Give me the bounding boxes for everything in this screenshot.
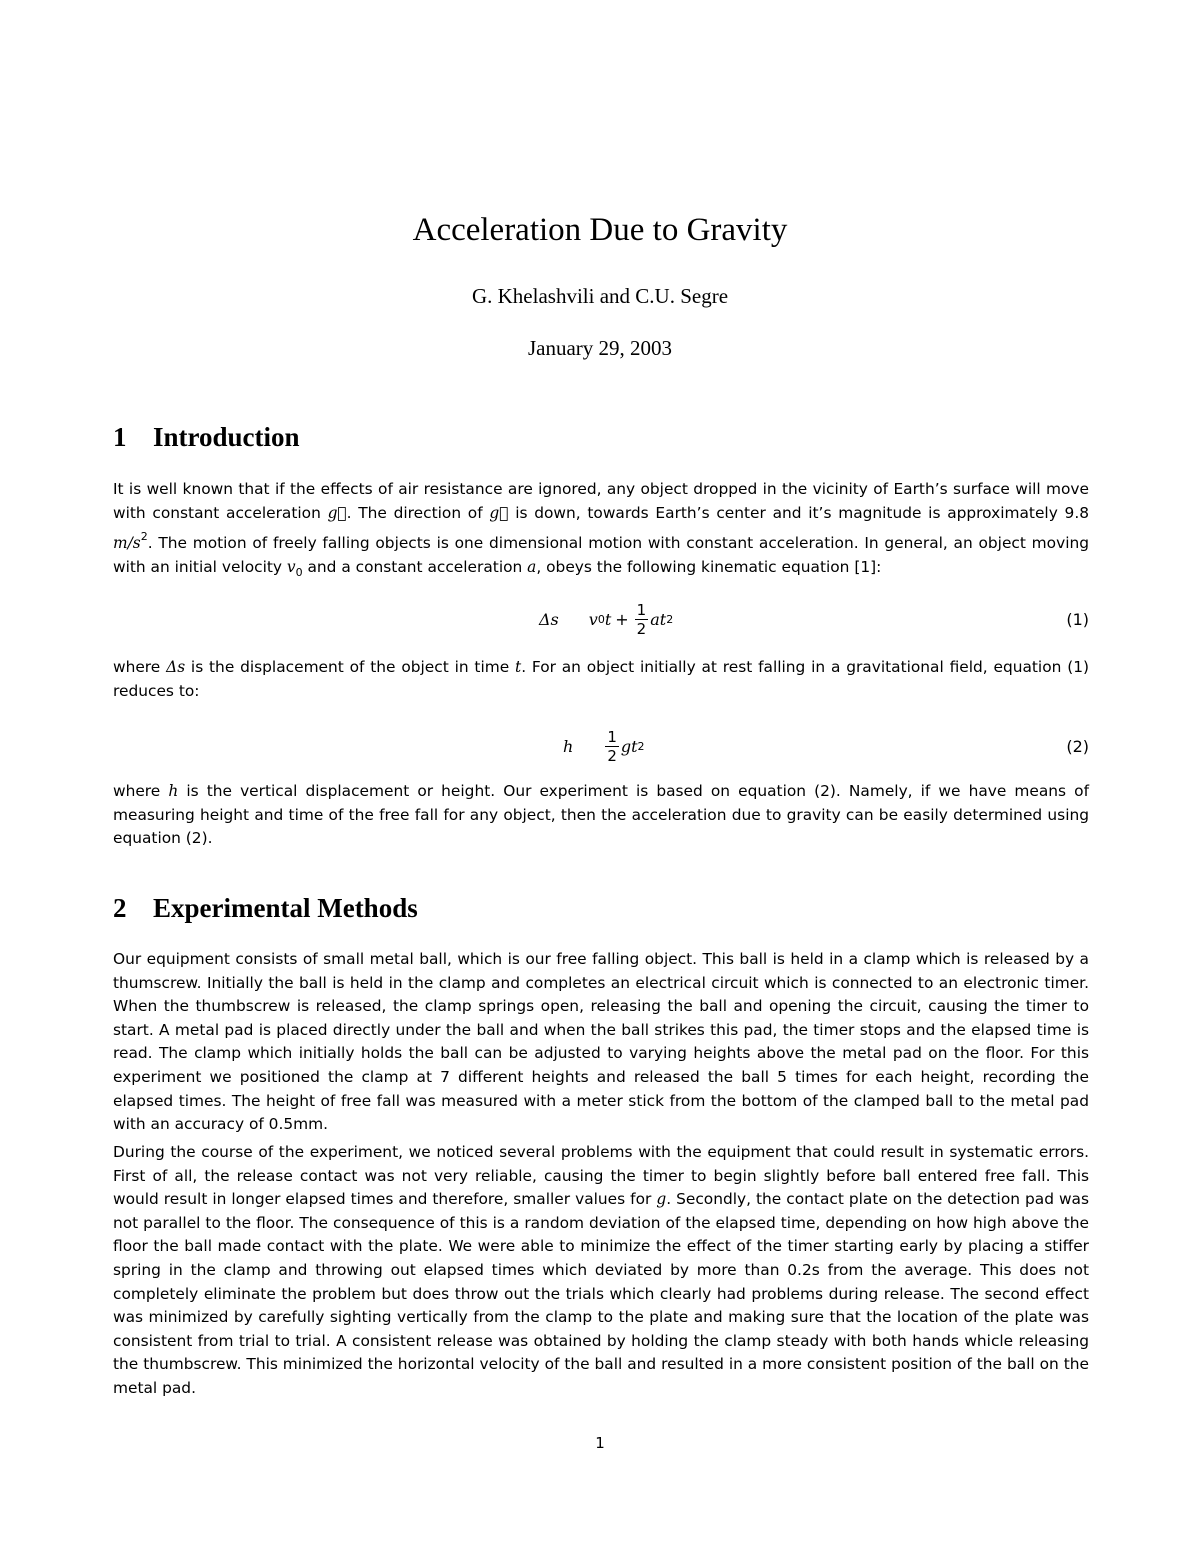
text-run: . The motion of freely falling objects is one dimensional motion with constant acceleration. In general, an object moving with an initial velocity [113,534,1089,576]
text-run: and a constant acceleration [302,557,528,576]
eq-fraction [605,728,619,765]
methods-paragraph-1: Our equipment consists of small metal ball, which is our free falling object. This ball is held in a clamp which is released by a thumscrew. Initially the ball is held in the clamp and completes an electrical circuit which is connected to an electronic timer. When the thumbscrew is released, the clamp springs open, releasing the ball and opening the circuit, causing the timer to start. A metal pad is placed directly under the ball and when the ball strikes this pad, the timer stops and the elapsed time is read. The clamp which initially holds the ball can be adjusted to varying heights above the metal pad on the floor. For this experiment we positioned the clamp at 7 different heights and released the ball 5 times for each height, recording the elapsed times. The height of free fall was measured with a meter stick from the bottom of the clamped ball to the metal pad with an accuracy of 0.5mm. [113,950,1089,1134]
text-run: where [113,658,167,676]
text-run: . The direction of [346,503,490,522]
eq-symbol: t [659,609,667,629]
symbol-g: g [656,1190,667,1209]
equation-1-body [539,589,673,649]
text-run: . Secondly, the contact plate on the detection pad was not parallel to the floor. The consequence of this is a random deviation of the elapsed time, depending on how high above the floor the ball made contact with the plate. We were able to minimize the effect of the timer starting early by placing a stiffer spring in the clamp and throwing out elapsed times which deviated by more than 0.2s from the average. This does not completely eliminate the problem but does throw out the trials which clearly had problems during release. The second effect was minimized by carefully sighting vertically from the clamp to the plate and making sure that the location of the plate was consistent from trial to trial. A consistent release was obtained by holding the clamp steady with both hands whicle releasing the thumbscrew. This minimized the horizontal velocity of the ball and resulted in a more consistent position of the ball on the metal pad. [113,1190,1090,1397]
eq-lhs: Δs [539,609,559,629]
subscript: 0 [295,565,303,579]
eq-exponent: 2 [666,612,674,626]
text-run: , obeys the following kinematic equation [1]: [536,557,882,576]
text-run: is the vertical displacement or height. Our experiment is based on equation (2). Namely, if we have means of measuring height and time of the free fall for any object, then the acceleration due to gravity can be easily determined using equation (2). [113,782,1089,848]
frac-numerator: 1 [607,727,617,746]
equation-number: (1) [1066,609,1089,629]
intro-paragraph-3 [113,780,1089,851]
methods-paragraph-2 [113,1141,1089,1401]
paper-title: Acceleration Due to Gravity [412,212,788,248]
symbol-t: t [515,658,522,676]
unit-exponent: 2 [140,530,148,544]
frac-denominator: 2 [607,746,617,765]
eq-exponent: 2 [637,739,645,753]
eq-symbol: t [631,736,638,756]
text-run: where [113,782,169,800]
eq-symbol: a [650,609,660,629]
section-number: 1 [113,422,127,452]
equation-1 [113,589,1089,649]
section-heading-introduction [113,419,300,455]
equation-2-body [563,716,645,776]
eq-lhs: h [563,736,574,756]
eq-subscript: 0 [597,612,605,626]
text-run: is the displacement of the object in time [185,658,515,676]
equation-2 [113,716,1089,776]
eq-symbol: g [620,736,632,756]
equation-number: (2) [1066,736,1089,756]
eq-symbol: t [604,609,612,629]
section-title: Introduction [153,422,300,452]
section-number: 2 [113,893,127,923]
symbol-g-vector: g⃗ [489,503,509,522]
symbol-a: a [527,557,537,576]
symbol-h: h [168,782,179,800]
section-title: Experimental Methods [153,893,418,923]
text-run: is down, towards Earth’s center and it’s magnitude is approximately 9.8 [508,503,1090,522]
eq-symbol: v [588,609,598,629]
frac-denominator: 2 [636,619,647,638]
intro-paragraph-1 [113,478,1089,584]
text-run: . For an object initially at rest falling in a gravitational field, equation (1) reduces to: [113,658,1089,700]
text-run: It is well known that if the effects of air resistance are ignored, any object dropped in the vicinity of Earth’s surface will move with constant acceleration [113,480,1089,522]
paper-date: January 29, 2003 [527,336,673,360]
section-heading-experimental-methods [113,890,418,926]
symbol-delta-s: Δs [166,658,186,676]
frac-numerator: 1 [636,600,647,619]
eq-fraction [635,601,649,638]
symbol-unit: m/s [113,534,141,553]
intro-paragraph-2 [113,656,1089,703]
symbol-g-vector: g⃗ [327,503,347,522]
text-run: During the course of the experiment, we noticed several problems with the equipment that could result in systematic errors. First of all, the release contact was not very reliable, causing the timer to begin slightly before ball entered free fall. This would result in longer elapsed times and therefore, smaller values for [113,1143,1089,1209]
page-number: 1 [595,1434,605,1452]
symbol-v: v [286,557,296,576]
paper-authors: G. Khelashvili and C.U. Segre [471,284,729,308]
eq-operator: + [615,609,629,629]
